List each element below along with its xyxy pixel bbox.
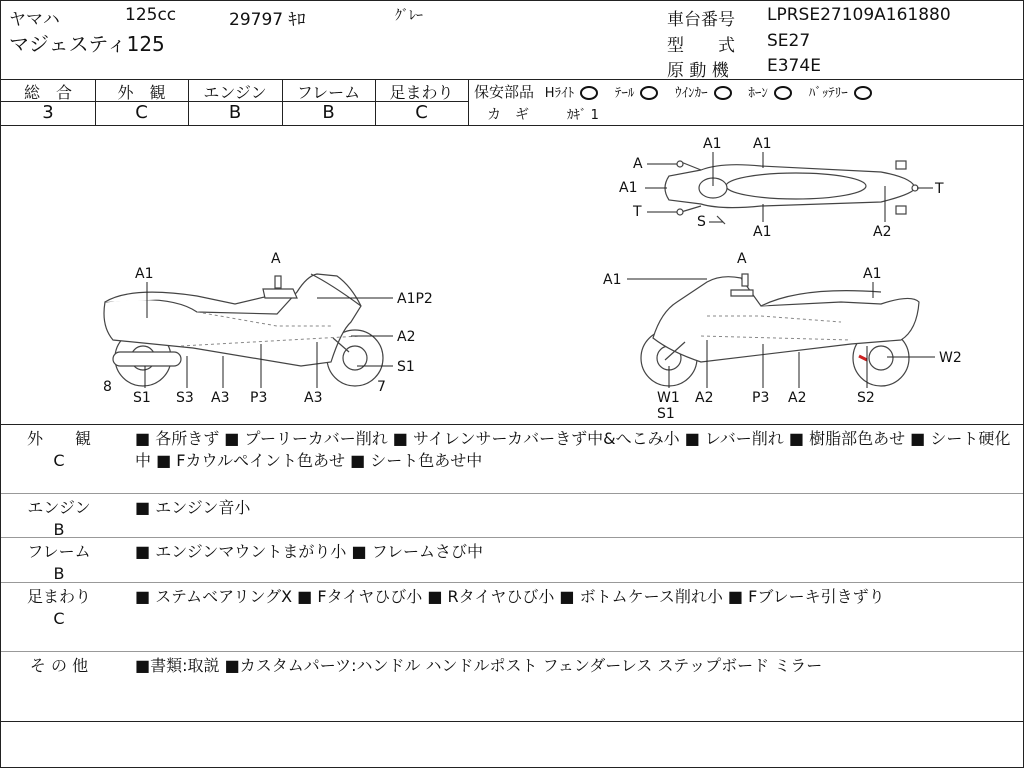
diagram-label: P3: [752, 390, 770, 406]
section-grade-engine: B: [53, 520, 65, 539]
section-line: [1, 537, 1023, 538]
section-grade-suspension: C: [53, 609, 65, 628]
maker: ヤマハ: [9, 10, 60, 30]
section-line: [1, 721, 1023, 722]
grade-value-frame: B: [322, 102, 335, 123]
color: ｸﾞﾚｰ: [395, 8, 423, 24]
diagram-label: S1: [657, 406, 675, 422]
damage-diagram: [1, 126, 1023, 424]
vin-label: 車台番号: [667, 10, 735, 30]
diagram-label: A3: [304, 390, 323, 406]
section-grade-exterior: C: [53, 451, 65, 470]
section-text-suspension: ■ ステムベアリングX ■ Fタイヤひび小 ■ Rタイヤひび小 ■ ボトムケース削れ小 ■ Fブレーキ引きずり: [135, 587, 885, 606]
safety-taillight: ﾃｰﾙ: [614, 86, 635, 101]
diagram-label: W2: [939, 350, 962, 366]
type-label: 型 式: [667, 36, 735, 56]
diagram-label: 7: [377, 379, 386, 395]
circle-icon: [774, 86, 792, 100]
mileage: 29797 ｷﾛ: [229, 10, 306, 30]
section-line: [1, 582, 1023, 583]
safety-winker: ｳｲﾝｶｰ: [675, 86, 708, 101]
diagram-label: A2: [873, 224, 892, 240]
diagram-label: A2: [695, 390, 714, 406]
grid-divider: [468, 79, 469, 125]
grade-label-engine: エンジン: [203, 83, 267, 102]
key-value: ｶｷﾞ 1: [567, 108, 599, 123]
grade-value-overall: 3: [42, 102, 54, 123]
diagram-label: A2: [788, 390, 807, 406]
vin: LPRSE27109A161880: [767, 5, 951, 25]
engine-label: 原 動 機: [667, 61, 729, 81]
safety-row: [474, 81, 884, 102]
diagram-label: A: [271, 251, 281, 267]
displacement: 125cc: [125, 5, 177, 25]
diagram-label: P3: [250, 390, 268, 406]
diagram-label: A2: [397, 329, 416, 345]
diagram-label: S: [697, 214, 706, 230]
type-value: SE27: [767, 31, 811, 51]
diagram-label: A: [633, 156, 643, 172]
section-label-frame: フレーム: [27, 542, 91, 561]
grade-label-frame: フレーム: [296, 83, 361, 102]
circle-icon: [714, 86, 732, 100]
diagram-label: A1P2: [397, 291, 433, 307]
circle-icon: [640, 86, 658, 100]
diagram-label: A3: [211, 390, 230, 406]
section-label-engine: エンジン: [27, 498, 91, 517]
safety-label: 保安部品: [474, 83, 535, 101]
grade-label-suspension: 足まわり: [389, 83, 454, 102]
diagram-label: A1: [863, 266, 882, 282]
diagram-label: A1: [619, 180, 638, 196]
section-line: [1, 493, 1023, 494]
section-label-other: そ の 他: [29, 656, 89, 675]
grade-value-exterior: C: [135, 102, 148, 123]
safety-headlight: Hﾗｲﾄ: [544, 86, 575, 101]
section-line: [1, 424, 1023, 425]
diagram-label: W1: [657, 390, 680, 406]
right-side-scooter: [641, 274, 919, 386]
diagram-label: 8: [103, 379, 112, 395]
safety-battery: ﾊﾞｯﾃﾘｰ: [808, 86, 848, 101]
diagram-label: S1: [397, 359, 415, 375]
diagram-label: A1: [135, 266, 154, 282]
section-text-exterior: ■ 各所きず ■ プーリーカバー削れ ■ サイレンサーカバーきず中&へこみ小 ■ レバー削れ ■ 樹脂部色あせ ■ シート硬化中 ■ Fカウルペイント色あせ ■ シート色あせ中: [135, 429, 1011, 470]
section-text-frame: ■ エンジンマウントまがり小 ■ フレームさび中: [135, 542, 484, 561]
diagram-label: A: [737, 251, 747, 267]
grade-value-suspension: C: [415, 102, 428, 123]
diagram-label: T: [633, 204, 642, 220]
safety-horn: ﾎｰﾝ: [748, 86, 768, 101]
section-text-engine: ■ エンジン音小: [135, 498, 251, 517]
diagram-label: A1: [753, 136, 772, 152]
diagram-label: S3: [176, 390, 194, 406]
diagram-label: A1: [703, 136, 722, 152]
circle-icon: [854, 86, 872, 100]
left-side-scooter: [104, 274, 383, 386]
diagram-label: A1: [603, 272, 622, 288]
section-grade-frame: B: [53, 564, 65, 583]
grade-label-exterior: 外 観: [117, 83, 166, 102]
model-name: マジェスティ125: [9, 32, 165, 56]
diagram-label: S1: [133, 390, 151, 406]
section-label-suspension: 足まわり: [26, 587, 91, 606]
grade-value-engine: B: [228, 102, 242, 123]
key-label: カ ギ: [487, 107, 529, 123]
grade-label-overall: 総 合: [23, 83, 72, 102]
engine-value: E374E: [767, 56, 821, 76]
circle-icon: [580, 86, 598, 100]
section-line: [1, 651, 1023, 652]
section-text-other: ■書類:取説 ■カスタムパーツ:ハンドル ハンドルポスト フェンダーレス ステップボード ミラー: [135, 656, 823, 675]
diagram-label: A1: [753, 224, 772, 240]
diagram-label: S2: [857, 390, 875, 406]
section-label-exterior: 外 観: [26, 429, 91, 448]
diagram-label: T: [935, 181, 944, 197]
